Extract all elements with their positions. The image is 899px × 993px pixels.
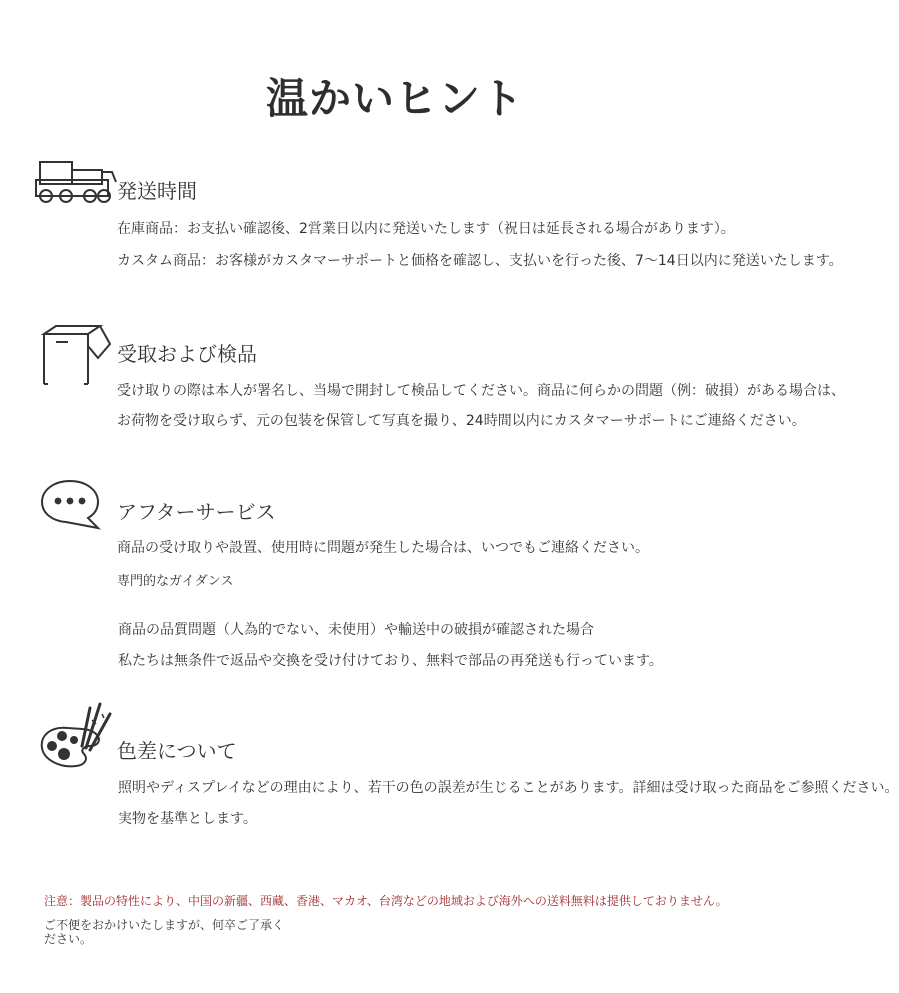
shipping-line-custom: カスタム商品：お客様がカスタマーサポートと価格を確認し、支払いを行った後、7～14日以内に発送いたします。	[117, 253, 843, 269]
color-line-actual: 実物を基準とします。	[118, 811, 257, 827]
shipping-line-stock: 在庫商品：お支払い確認後、2営業日以内に発送いたします（祝日は延長される場合があります）。	[117, 221, 735, 237]
section-heading-receiving: 受取および検品	[117, 342, 257, 366]
section-heading-after-sales: アフターサービス	[117, 500, 276, 524]
color-line-variance: 照明やディスプレイなどの理由により、若干の色の誤差が生じることがあります。詳細は受け取った商品をご参照ください。	[118, 780, 899, 796]
section-heading-shipping: 発送時間	[117, 179, 197, 203]
after-sales-line-return: 私たちは無条件で返品や交換を受け付けており、無料で部品の再発送も行っています。	[118, 653, 663, 669]
after-sales-line-guidance: 専門的なガイダンス	[117, 574, 234, 589]
delivery-truck-icon	[32, 158, 118, 206]
page-title: 温かいヒント	[265, 74, 524, 123]
paint-palette-icon	[38, 702, 118, 772]
apology-note: ご不便をおかけいたしますが、何卒ご了承ください。	[44, 918, 285, 946]
receiving-line-sign: 受け取りの際は本人が署名し、当場で開封して検品してください。商品に何らかの問題（例：破損）がある場合は、	[117, 383, 845, 399]
after-sales-line-quality: 商品の品質問題（人為的でない、未使用）や輸送中の破損が確認された場合	[118, 622, 594, 638]
chat-bubble-icon	[40, 478, 102, 532]
package-box-icon	[40, 322, 112, 388]
receiving-line-contact: お荷物を受け取らず、元の包装を保管して写真を撮り、24時間以内にカスタマーサポートにご連絡ください。	[117, 413, 806, 429]
after-sales-line-contact: 商品の受け取りや設置、使用時に問題が発生した場合は、いつでもご連絡ください。	[117, 540, 649, 556]
shipping-restriction-notice: 注意：製品の特性により、中国の新疆、西藏、香港、マカオ、台湾などの地域および海外への送料無料は提供しておりません。	[44, 894, 728, 908]
section-heading-color: 色差について	[117, 739, 237, 763]
